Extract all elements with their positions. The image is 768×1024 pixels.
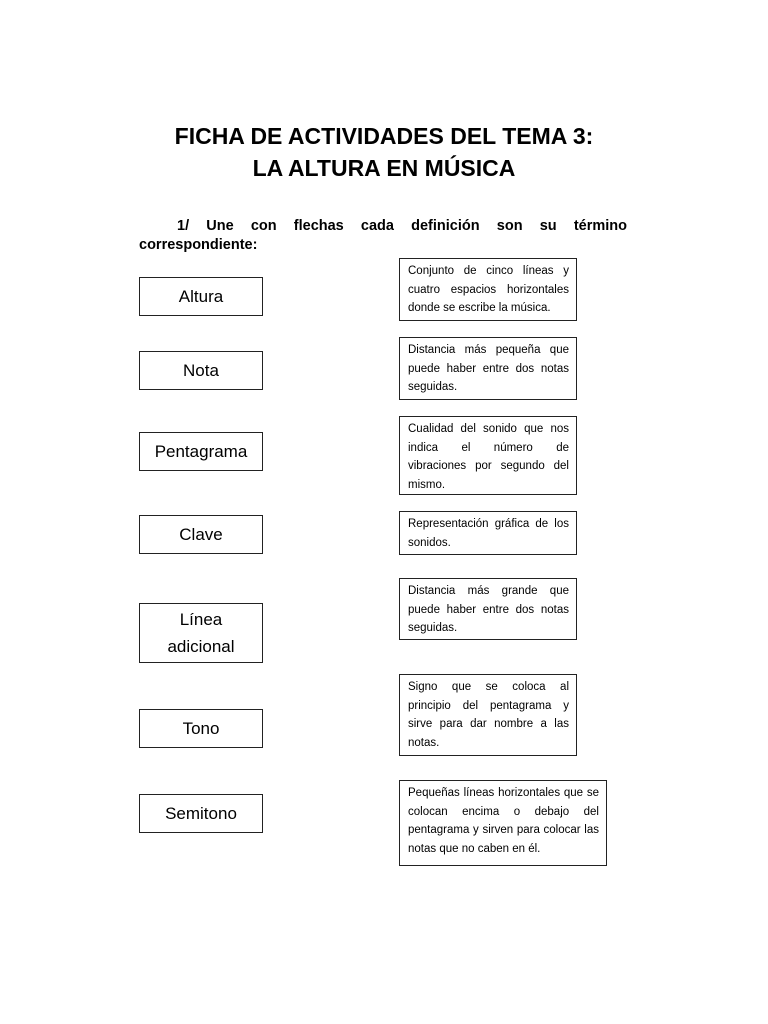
term-label: Pentagrama [154, 442, 248, 461]
exercise-instruction-continued: correspondiente: [139, 237, 258, 253]
term-label: Clave [179, 525, 223, 544]
definition-box-4[interactable] [399, 511, 577, 555]
exercise-instruction: 1/ Une con flechas cada definición son su término [177, 218, 627, 234]
page-subtitle: LA ALTURA EN MÚSICA [252, 155, 516, 181]
definition-box-2[interactable] [399, 337, 577, 400]
definition-text: Distancia más grande que puede haber entre dos notas seguidas. [408, 585, 569, 634]
definition-text: Cualidad del sonido que nos indica el número de vibraciones por segundo del mismo. [408, 423, 569, 491]
term-box-clave[interactable] [139, 515, 263, 554]
term-box-semitono[interactable] [139, 794, 263, 833]
definition-text: Pequeñas líneas horizontales que se colocan encima o debajo del pentagrama y sirven para colocar las notas que no caben en él. [408, 787, 599, 855]
definition-text: Conjunto de cinco líneas y cuatro espacios horizontales donde se escribe la música. [408, 265, 569, 314]
term-box-linea-adicional[interactable] [139, 603, 263, 663]
definition-text: Distancia más pequeña que puede haber entre dos notas seguidas. [408, 344, 569, 393]
term-label: Semitono [165, 804, 237, 823]
definition-box-6[interactable] [399, 674, 577, 756]
term-label: Altura [178, 287, 224, 306]
definition-box-5[interactable] [399, 578, 577, 640]
term-box-tono[interactable] [139, 709, 263, 748]
term-box-pentagrama[interactable] [139, 432, 263, 471]
term-box-altura[interactable] [139, 277, 263, 316]
definition-box-3[interactable] [399, 416, 577, 495]
term-label: Línea adicional [167, 610, 235, 656]
definition-box-7[interactable] [399, 780, 607, 866]
term-label: Nota [183, 361, 219, 380]
term-box-nota[interactable] [139, 351, 263, 390]
definition-text: Signo que se coloca al principio del pentagrama y sirve para dar nombre a las notas. [408, 681, 569, 749]
definition-box-1[interactable] [399, 258, 577, 321]
definition-text: Representación gráfica de los sonidos. [408, 518, 569, 549]
page-title: FICHA DE ACTIVIDADES DEL TEMA 3: [174, 123, 594, 149]
term-label: Tono [182, 719, 220, 738]
